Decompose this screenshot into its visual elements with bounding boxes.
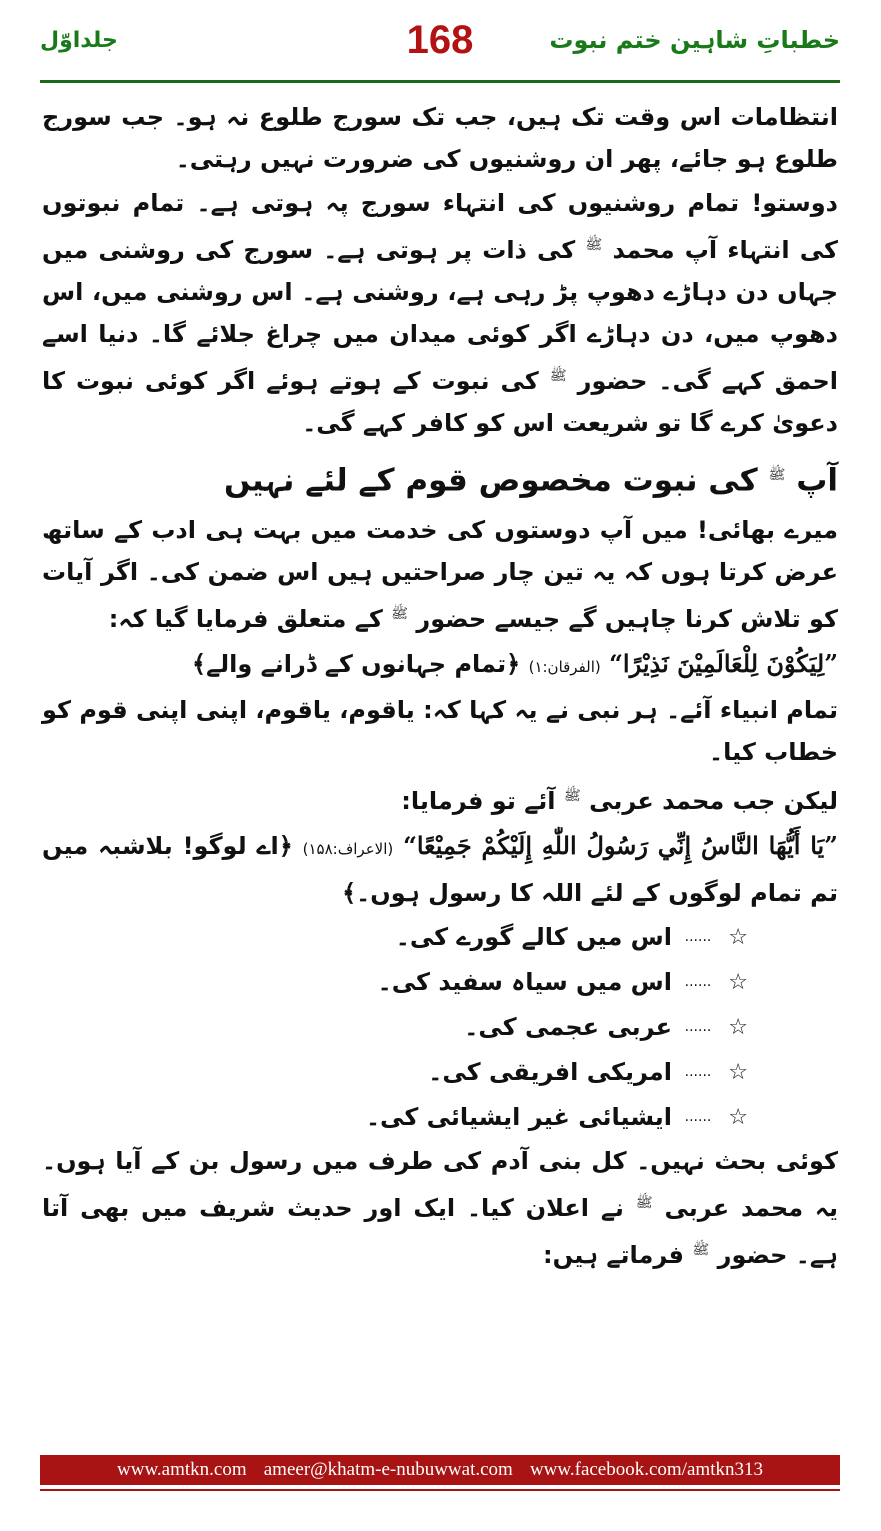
salutation-mark: ﷺ — [563, 788, 581, 805]
quote-1-arabic: ”لِيَكُوْنَ لِلْعَالَمِيْنَ نَذِيْرًا“ — [609, 649, 838, 679]
book-title: خطباتِ شاہین ختم نبوت — [549, 26, 840, 54]
list-item — [42, 1050, 748, 1095]
section-heading-part-a: آپ — [796, 462, 838, 499]
paragraph-4: تمام انبیاء آئے۔ ہر نبی نے یہ کہا کہ: یاقوم، یاقوم، اپنی اپنی قوم کو خطاب کیا۔ — [41, 696, 838, 767]
star-icon: ☆ — [728, 1015, 748, 1041]
paragraph-2-part-a: دوستو! تمام روشنیوں کی انتہاء سورج پہ ہوتی ہے۔ تمام نبوتوں کی انتہاء آپ محمد — [42, 189, 839, 264]
paragraph-5-part-a: لیکن جب محمد عربی — [589, 787, 838, 816]
facebook-link[interactable]: www.facebook.com/amtkn313 — [529, 1459, 763, 1480]
leader-dots: ...... — [684, 974, 712, 991]
paragraph-1: انتظامات اس وقت تک ہیں، جب تک سورج طلوع نہ ہو۔ جب سورج طلوع ہو جائے، پھر ان روشنیوں کی ضرورت نہیں رہتی۔ — [42, 103, 838, 173]
leader-dots: ...... — [684, 1064, 712, 1081]
leader-dots: ...... — [684, 1019, 712, 1036]
page-number: 168 — [406, 18, 474, 62]
page-footer — [40, 1455, 840, 1485]
list-item — [42, 1005, 748, 1050]
list-item-text: عربی عجمی کی۔ — [464, 1013, 672, 1042]
paragraph-3-part-b: کے متعلق فرمایا گیا کہ: — [108, 605, 383, 634]
quran-quote-1 — [42, 642, 838, 689]
section-heading — [42, 450, 838, 505]
list-item-text: امریکی افریقی کی۔ — [428, 1058, 672, 1087]
quote-2-translation: ﴿اے لوگو! بلاشبہ میں تم تمام لوگوں کے لئے اللہ کا رسول ہوں۔﴾ — [42, 832, 838, 908]
star-icon: ☆ — [728, 925, 748, 951]
paragraph-3 — [42, 509, 838, 640]
paragraph-6-part-a: کوئی بحث نہیں۔ کل بنی آدم کی طرف میں رسول بن کے آیا ہوں۔ یہ محمد عربی — [42, 1147, 838, 1223]
list-item-text: ایشیائی غیر ایشیائی کی۔ — [365, 1103, 672, 1132]
list-item-text: اس میں کالے گورے کی۔ — [395, 923, 672, 952]
page-body — [42, 96, 838, 1278]
salutation-mark: ﷺ — [549, 368, 567, 384]
page-header — [40, 14, 840, 74]
salutation-mark: ﷺ — [585, 237, 603, 253]
star-icon: ☆ — [728, 970, 748, 996]
list-item — [42, 915, 748, 960]
website-link[interactable]: www.amtkn.com — [117, 1459, 247, 1480]
quote-2-arabic: ”يَا أَيُّهَا النَّاسُ إِنِّي رَسُولُ اللّٰهِ إِلَيْكُمْ جَمِيْعًا“ — [403, 831, 838, 861]
email-link[interactable]: ameer@khatm-e-nubuwwat.com — [263, 1459, 513, 1480]
paragraph-6-part-c: فرماتے ہیں: — [543, 1241, 684, 1270]
list-item-text: اس میں سیاہ سفید کی۔ — [377, 968, 672, 997]
paragraph-3-part-a: میرے بھائی! میں آپ دوستوں کی خدمت میں بہت ہی ادب کے ساتھ عرض کرتا ہوں کہ یہ تین چار صراحتیں ہیں اس ضمن کی۔ اگر آیات کو تلاش کرنا چاہیں گے جیسے حضور — [42, 516, 838, 634]
leader-dots: ...... — [684, 929, 712, 946]
quran-quote-2 — [42, 824, 838, 915]
header-divider — [40, 80, 840, 83]
paragraph-5 — [42, 775, 838, 822]
salutation-mark: ﷺ — [768, 467, 786, 483]
quote-2-reference: (الاعراف:۱۵۸) — [302, 840, 394, 859]
paragraph-5-part-b: آئے تو فرمایا: — [401, 787, 556, 816]
salutation-mark: ﷺ — [692, 1242, 710, 1259]
paragraph-6-part-b: نے اعلان کیا۔ ایک اور حدیث شریف میں بھی آتا ہے۔ حضور — [42, 1194, 838, 1270]
paragraph-2 — [42, 182, 838, 444]
section-heading-part-b: کی نبوت مخصوص قوم کے لئے نہیں — [223, 462, 758, 499]
quote-1-translation: ﴿تمام جہانوں کے ڈرانے والے﴾ — [192, 650, 521, 679]
leader-dots: ...... — [684, 1109, 712, 1126]
salutation-mark: ﷺ — [635, 1195, 653, 1212]
star-icon: ☆ — [728, 1060, 748, 1086]
list-item — [42, 960, 748, 1005]
footer-divider — [40, 1489, 840, 1491]
bullet-list — [42, 915, 748, 1140]
paragraph-2-part-b: کی ذات پر ہوتی ہے۔ سورج کی روشنی میں جہاں دن دہاڑے دھوپ پڑ رہی ہے، روشنی ہے۔ اس روشنی میں، اس دھوپ میں، دن دہاڑے اگر کوئی میدان میں چراغ جلائے گا۔ دنیا اسے احمق کہے گی۔ حضور — [42, 236, 839, 395]
list-item — [42, 1095, 748, 1140]
volume-label: جلداوّل — [40, 28, 118, 53]
salutation-mark: ﷺ — [391, 606, 409, 623]
star-icon: ☆ — [728, 1105, 748, 1131]
quote-1-reference: (الفرقان:۱) — [528, 658, 601, 677]
paragraph-2-part-c: کی نبوت کے ہوتے ہوئے اگر کوئی نبوت کا دعویٰ کرے گا تو شریعت اس کو کافر کہے گی۔ — [42, 367, 838, 437]
paragraph-6 — [42, 1140, 838, 1276]
